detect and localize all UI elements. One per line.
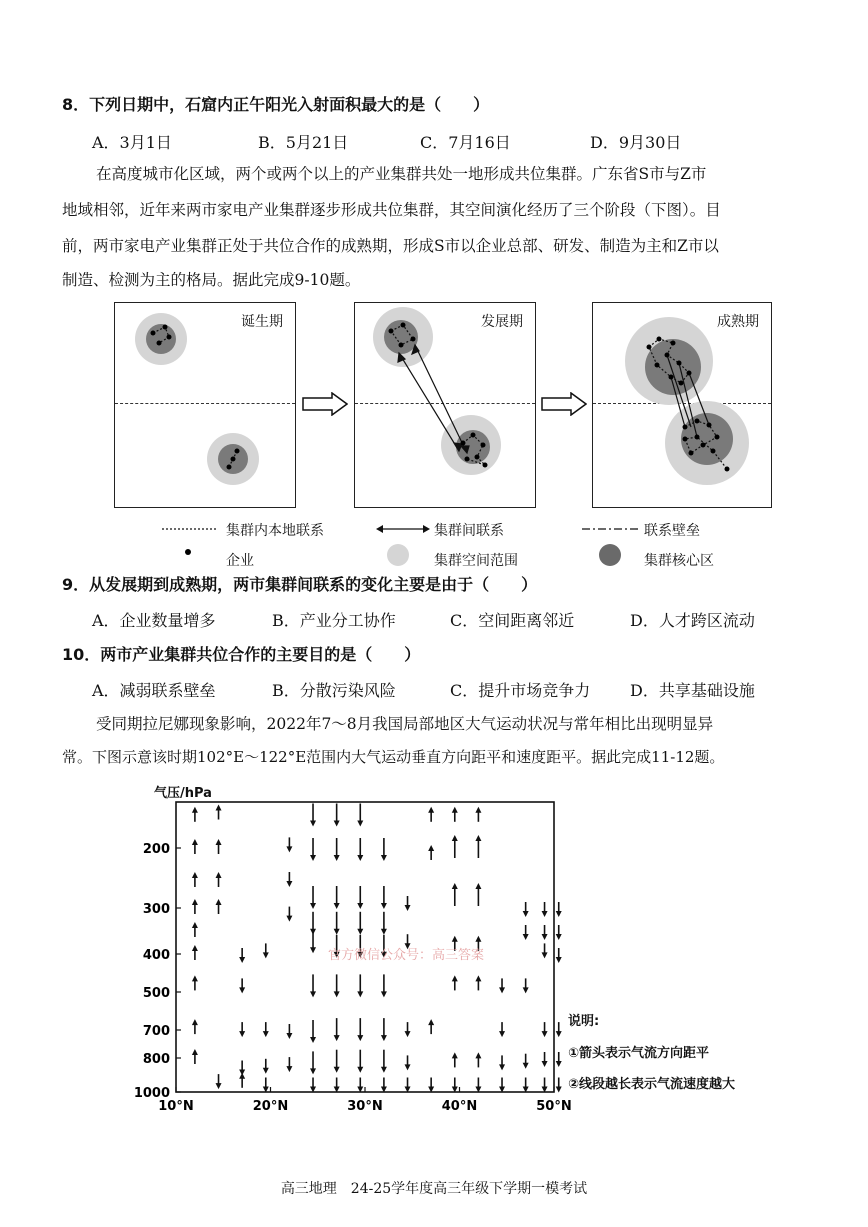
stage-birth-title: 诞生期 [241, 314, 283, 330]
y-tick-label: 800 [142, 1052, 170, 1067]
airflow-arrow [310, 804, 316, 827]
airflow-arrow [556, 1052, 562, 1067]
airflow-arrow [286, 1024, 292, 1039]
y-tick-label: 1000 [133, 1086, 170, 1101]
legend-barrier-symbol [580, 522, 640, 536]
y-tick-label: 500 [142, 986, 170, 1001]
passage2-line-2: 常。下图示意该时期102°E～122°E范围内大气运动垂直方向距平和速度距平。据此完成11-12题。 [62, 748, 725, 766]
airflow-arrow [452, 975, 458, 990]
airflow-arrow [556, 1022, 562, 1037]
airflow-arrow [523, 1054, 529, 1069]
airflow-arrow [263, 1022, 269, 1037]
airflow-arrow [239, 978, 245, 993]
airflow-arrow [310, 886, 316, 909]
q9-option-a: A．企业数量增多 [92, 611, 216, 630]
q8-option-b: B．5月21日 [258, 133, 349, 152]
airflow-arrow [334, 1018, 340, 1041]
airflow-arrow [381, 838, 387, 861]
airflow-arrow [334, 838, 340, 861]
airflow-arrow [310, 930, 316, 953]
airflow-arrow [334, 804, 340, 827]
y-tick-label: 700 [142, 1024, 170, 1039]
airflow-arrow [310, 1020, 316, 1043]
q8-option-d: D．9月30日 [590, 133, 682, 152]
q10-stem: 10．两市产业集群共位合作的主要目的是（ ） [62, 645, 421, 664]
legend-firm-symbol [182, 546, 194, 558]
airflow-arrow [428, 1019, 434, 1034]
airflow-arrow [263, 943, 269, 958]
airflow-arrow [286, 837, 292, 852]
x-tick-label: 50°N [536, 1099, 572, 1114]
airflow-arrow [475, 807, 481, 822]
legend-core-symbol [598, 543, 622, 567]
airflow-arrow [475, 1078, 481, 1093]
airflow-arrow [452, 1052, 458, 1067]
chart-note-2: ②线段越长表示气流速度越大 [568, 1077, 736, 1092]
airflow-arrow [542, 1022, 548, 1037]
airflow-arrow [381, 1018, 387, 1041]
airflow-arrow [523, 925, 529, 940]
y-tick-label: 300 [142, 902, 170, 917]
airflow-arrow [192, 839, 198, 854]
stage-development-graphic [355, 303, 535, 507]
passage1-line-2: 地域相邻，近年来两市家电产业集群逐步形成共位集群，其空间演化经历了三个阶段（下图）。目 [62, 201, 721, 219]
airflow-arrow [286, 907, 292, 922]
airflow-arrow [381, 1078, 387, 1093]
legend-inter-symbol [374, 522, 432, 536]
airflow-arrow [428, 845, 434, 860]
q9-option-b: B．产业分工协作 [272, 611, 396, 630]
airflow-arrow [239, 1022, 245, 1037]
airflow-arrow [310, 1078, 316, 1093]
q9-option-c: C．空间距离邻近 [450, 611, 575, 630]
airflow-arrow [216, 899, 222, 914]
airflow-arrow [216, 872, 222, 887]
airflow-arrow [310, 974, 316, 997]
stage-maturity-title: 成熟期 [717, 314, 759, 330]
airflow-arrow [452, 883, 458, 906]
airflow-arrow [357, 912, 363, 935]
q8-stem: 8．下列日期中，石窟内正午阳光入射面积最大的是（ ） [62, 95, 490, 114]
airflow-arrow [542, 902, 548, 917]
q9-stem: 9．从发展期到成熟期，两市集群间联系的变化主要是由于（ ） [62, 575, 538, 594]
airflow-arrow [405, 1055, 411, 1070]
stage-development [354, 302, 536, 508]
airflow-arrow [192, 945, 198, 960]
legend-core-label: 集群核心区 [644, 553, 714, 569]
airflow-arrow [239, 948, 245, 963]
legend-local-symbol [160, 522, 220, 536]
airflow-arrow [357, 838, 363, 861]
stage-arrow-2 [541, 392, 587, 416]
airflow-arrow [475, 835, 481, 858]
airflow-arrow [523, 1078, 529, 1093]
airflow-arrow [556, 902, 562, 917]
stage-maturity-graphic [593, 303, 771, 507]
x-tick-label: 20°N [252, 1099, 289, 1114]
airflow-arrow [334, 974, 340, 997]
airflow-arrow [556, 948, 562, 963]
airflow-arrow [192, 899, 198, 914]
airflow-arrow [475, 883, 481, 906]
legend-firm-label: 企业 [226, 553, 254, 569]
chart-note-title: 说明: [568, 1014, 600, 1029]
airflow-arrow [428, 1078, 434, 1093]
airflow-arrow [452, 807, 458, 822]
airflow-arrow [357, 1050, 363, 1073]
watermark: 官方微信公众号：高三答案 [328, 948, 485, 963]
stage-maturity [592, 302, 772, 508]
airflow-arrow [405, 1078, 411, 1093]
airflow-arrow [334, 1050, 340, 1073]
q10-option-a: A．减弱联系壁垒 [92, 681, 216, 700]
airflow-arrow [381, 886, 387, 909]
airflow-arrow [310, 838, 316, 861]
airflow-arrow [334, 886, 340, 909]
airflow-arrow [286, 872, 292, 887]
airflow-arrow [499, 1078, 505, 1093]
airflow-arrow [357, 1018, 363, 1041]
airflow-arrow [192, 1049, 198, 1064]
q10-option-b: B．分散污染风险 [272, 681, 396, 700]
legend-range-symbol [386, 543, 410, 567]
airflow-arrow [428, 807, 434, 822]
q8-option-c: C．7月16日 [420, 133, 511, 152]
q8-option-a: A．3月1日 [92, 133, 172, 152]
stage-arrow-1 [302, 392, 348, 416]
y-tick-label: 200 [142, 842, 170, 857]
airflow-arrow [357, 804, 363, 827]
page-footer: 高三地理 24-25学年度高三年级下学期一模考试 [280, 1181, 588, 1197]
airflow-arrow [286, 1057, 292, 1072]
airflow-arrow [192, 1019, 198, 1034]
airflow-arrow [334, 912, 340, 935]
airflow-arrow [357, 974, 363, 997]
airflow-arrow [542, 943, 548, 958]
airflow-arrow [523, 902, 529, 917]
airflow-arrow [542, 1078, 548, 1093]
x-tick-label: 10°N [158, 1099, 194, 1114]
airflow-arrow [216, 1074, 222, 1089]
airflow-arrow [357, 886, 363, 909]
legend-local-label: 集群内本地联系 [226, 523, 324, 539]
airflow-arrow [499, 978, 505, 993]
airflow-arrow [239, 1073, 245, 1088]
chart-note-1: ①箭头表示气流方向距平 [568, 1046, 710, 1061]
passage1-line-3: 前，两市家电产业集群正处于共位合作的成熟期，形成S市以企业总部、研发、制造为主和Z市以 [62, 237, 719, 255]
airflow-arrow [192, 975, 198, 990]
stage-birth-graphic [115, 303, 295, 507]
airflow-arrow [192, 872, 198, 887]
airflow-arrow [263, 1078, 269, 1093]
airflow-arrow [192, 922, 198, 937]
stage-development-title: 发展期 [481, 314, 523, 330]
y-axis-title: 气压/hPa [154, 786, 212, 801]
airflow-arrow [405, 896, 411, 911]
passage1-line-1: 在高度城市化区域，两个或两个以上的产业集群共处一地形成共位集群。广东省S市与Z市 [96, 165, 707, 183]
passage2-line-1: 受同期拉尼娜现象影响，2022年7～8月我国局部地区大气运动状况与常年相比出现明显异 [96, 715, 714, 733]
q10-option-c: C．提升市场竞争力 [450, 681, 591, 700]
x-tick-label: 40°N [441, 1099, 478, 1114]
legend-barrier-label: 联系壁垒 [644, 523, 700, 539]
q9-option-d: D．人才跨区流动 [630, 611, 755, 630]
airflow-arrow [216, 805, 222, 820]
x-tick-label: 30°N [347, 1099, 383, 1114]
legend-range-label: 集群空间范围 [434, 553, 518, 569]
airflow-arrow [381, 1050, 387, 1073]
airflow-arrow [556, 1078, 562, 1093]
airflow-arrow [192, 807, 198, 822]
airflow-arrow [405, 1022, 411, 1037]
airflow-arrow [381, 974, 387, 997]
airflow-arrow [542, 925, 548, 940]
airflow-arrow [381, 912, 387, 935]
airflow-arrow [216, 839, 222, 854]
airflow-arrow [475, 1052, 481, 1067]
airflow-arrow [556, 925, 562, 940]
y-tick-label: 400 [142, 948, 170, 963]
legend-inter-label: 集群间联系 [434, 523, 504, 539]
airflow-arrow [357, 1078, 363, 1093]
airflow-arrow [499, 1055, 505, 1070]
airflow-arrow [334, 1078, 340, 1093]
airflow-arrow [475, 975, 481, 990]
airflow-arrow [542, 1052, 548, 1067]
stage-birth [114, 302, 296, 508]
airflow-arrow [452, 835, 458, 858]
q10-option-d: D．共享基础设施 [630, 681, 755, 700]
airflow-arrow [499, 1022, 505, 1037]
airflow-arrow [523, 978, 529, 993]
airflow-arrow [263, 1059, 269, 1074]
passage1-line-4: 制造、检测为主的格局。据此完成9-10题。 [62, 271, 361, 289]
airflow-arrow [452, 1078, 458, 1093]
airflow-arrow [310, 1051, 316, 1074]
